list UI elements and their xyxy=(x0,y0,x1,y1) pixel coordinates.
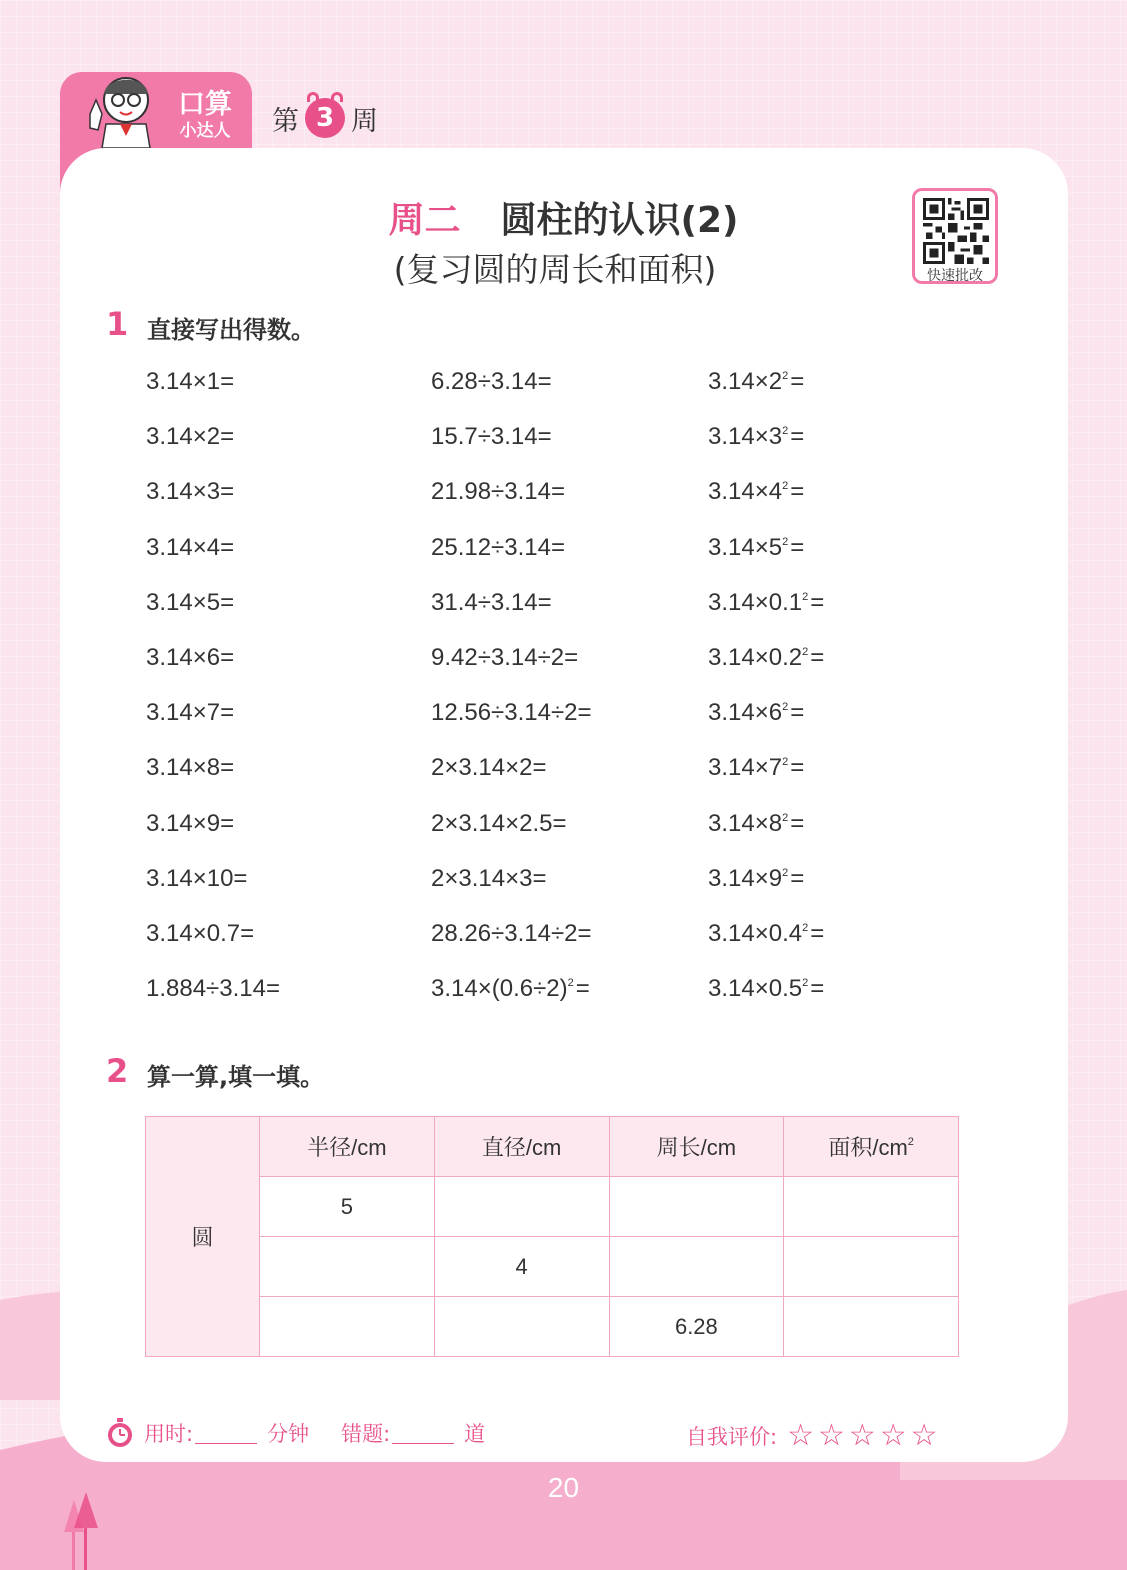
exercise-equals: = xyxy=(575,975,590,1003)
exercise-item[interactable] xyxy=(146,810,234,838)
exercise-equals: = xyxy=(790,423,805,451)
exercise-text: 3.14×8 xyxy=(708,809,783,837)
exercise-item[interactable] xyxy=(146,534,234,562)
brand-subtitle: 小达人 xyxy=(179,121,231,141)
exercise-text: 3.14×3 xyxy=(708,423,783,451)
circle-table xyxy=(145,1116,959,1357)
exercise-exponent: 2 xyxy=(802,646,809,658)
table-cell[interactable] xyxy=(434,1297,609,1357)
exercise-item[interactable] xyxy=(431,975,590,1003)
table-cell[interactable] xyxy=(784,1297,959,1357)
exercise-item[interactable] xyxy=(431,368,552,396)
exercise-text: 3.14×1= xyxy=(146,368,235,395)
exercise-item[interactable] xyxy=(708,534,804,562)
exercise-exponent: 2 xyxy=(782,701,789,714)
star-rating[interactable]: ☆☆☆☆☆ xyxy=(787,1418,942,1453)
mascot-icon xyxy=(76,70,168,148)
exercise-item[interactable] xyxy=(708,810,804,838)
exercise-item[interactable] xyxy=(708,644,824,672)
page-number: 20 xyxy=(547,1472,580,1503)
exercise-equals: = xyxy=(790,754,805,782)
table-row xyxy=(146,1297,959,1357)
table-row xyxy=(146,1237,959,1297)
exercise-item[interactable] xyxy=(146,865,247,893)
exercise-equals: = xyxy=(790,478,805,506)
exercise-text: 28.26÷3.14÷2= xyxy=(431,920,592,947)
exercise-item[interactable] xyxy=(708,920,824,948)
exercise-text: 3.14×4 xyxy=(708,478,783,506)
errors-unit: 道 xyxy=(464,1422,486,1446)
exercise-equals: = xyxy=(790,699,805,727)
table-cell[interactable]: 4 xyxy=(434,1237,609,1297)
week-number-badge xyxy=(305,98,345,138)
tree-icon xyxy=(56,1492,100,1570)
exercise-text: 3.14×0.7= xyxy=(146,920,255,947)
table-cell[interactable] xyxy=(260,1297,435,1357)
exercise-item[interactable] xyxy=(708,975,824,1003)
exercise-text: 3.14×0.1 xyxy=(708,588,803,616)
exercise-text: 3.14×2 xyxy=(708,368,783,395)
exercise-item[interactable] xyxy=(146,699,234,727)
section-2-title: 算一算,填一填。 xyxy=(147,1063,325,1091)
exercise-text: 3.14×2= xyxy=(146,423,235,451)
exercise-equals: = xyxy=(810,920,825,947)
exercise-item[interactable] xyxy=(431,478,565,506)
exercise-text: 3.14×6 xyxy=(708,699,783,727)
exercise-exponent: 2 xyxy=(782,535,789,548)
table-cell[interactable] xyxy=(784,1177,959,1237)
title-topic: 圆柱的认识(2) xyxy=(500,200,739,241)
exercise-item[interactable] xyxy=(146,423,234,451)
clock-ear-icon xyxy=(307,92,319,102)
header-area xyxy=(784,1117,959,1177)
exercise-text: 2×3.14×2= xyxy=(431,754,547,782)
exercise-text: 31.4÷3.14= xyxy=(431,588,552,616)
exercise-item[interactable] xyxy=(431,920,591,948)
exercise-item[interactable] xyxy=(431,699,591,727)
exercise-exponent: 2 xyxy=(802,590,809,603)
header-circumference: 周长/cm xyxy=(609,1117,784,1177)
exercise-exponent: 2 xyxy=(782,756,789,769)
exercise-text: 6.28÷3.14= xyxy=(431,368,552,395)
week-number: 3 xyxy=(315,103,335,133)
section-1-title: 直接写出得数。 xyxy=(147,316,315,344)
qr-code-icon[interactable] xyxy=(923,198,989,264)
exercise-text: 3.14×5= xyxy=(146,588,235,616)
exercise-equals: = xyxy=(810,588,825,616)
table-cell[interactable]: 6.28 xyxy=(609,1297,784,1357)
exercise-item[interactable] xyxy=(146,478,234,506)
exercise-text: 3.14×3= xyxy=(146,478,235,506)
exercise-text: 3.14×8= xyxy=(146,754,235,782)
exercise-item[interactable] xyxy=(708,589,824,617)
title-day: 周二 xyxy=(388,200,461,241)
table-cell[interactable] xyxy=(609,1177,784,1237)
week-suffix: 周 xyxy=(351,105,378,137)
section-2-number: 2 xyxy=(106,1052,129,1090)
exercise-text: 3.14×7 xyxy=(708,754,783,782)
exercise-exponent: 2 xyxy=(782,425,789,438)
exercise-exponent: 2 xyxy=(567,977,574,990)
self-evaluation xyxy=(686,1418,942,1453)
exercise-text: 3.14×0.5 xyxy=(708,975,803,1003)
qr-label: 快速批改 xyxy=(927,268,983,284)
exercise-text: 3.14×5 xyxy=(708,533,783,561)
errors-blank[interactable] xyxy=(392,1422,454,1444)
header-area-text: 面积/cm xyxy=(828,1135,908,1160)
exercise-text: 3.14×0.2 xyxy=(708,644,803,671)
exercise-item[interactable] xyxy=(708,368,804,396)
table-row xyxy=(146,1177,959,1237)
exercise-item[interactable] xyxy=(146,589,234,617)
exercise-equals: = xyxy=(810,644,825,671)
exercise-item[interactable] xyxy=(146,975,280,1003)
stopwatch-icon xyxy=(106,1418,134,1448)
time-tracker xyxy=(106,1418,485,1448)
exercise-text: 3.14×9 xyxy=(708,864,783,892)
header-area-sup: 2 xyxy=(907,1136,914,1148)
exercise-text: 1.884÷3.14= xyxy=(146,975,280,1003)
self-eval-label: 自我评价: xyxy=(686,1424,778,1449)
time-label: 用时: xyxy=(144,1422,194,1446)
exercise-item[interactable] xyxy=(146,920,254,948)
exercise-text: 3.14×0.4 xyxy=(708,920,803,947)
exercise-item[interactable] xyxy=(431,423,552,451)
exercise-item[interactable] xyxy=(146,754,234,782)
brand-title: 口算 xyxy=(178,89,232,120)
row-label-circle: 圆 xyxy=(146,1117,260,1357)
exercise-text: 21.98÷3.14= xyxy=(431,478,565,506)
table-cell[interactable] xyxy=(260,1237,435,1297)
exercise-equals: = xyxy=(790,809,805,837)
table-cell[interactable]: 5 xyxy=(260,1177,435,1237)
exercise-exponent: 2 xyxy=(782,370,789,382)
exercise-item[interactable] xyxy=(708,699,804,727)
time-unit: 分钟 xyxy=(267,1422,310,1446)
exercise-equals: = xyxy=(790,533,805,561)
header-radius: 半径/cm xyxy=(260,1117,435,1177)
exercise-item[interactable] xyxy=(431,865,546,893)
exercise-text: 3.14×6= xyxy=(146,644,235,671)
table-cell[interactable] xyxy=(609,1237,784,1297)
exercise-equals: = xyxy=(790,864,805,892)
exercise-exponent: 2 xyxy=(782,811,789,824)
exercise-exponent: 2 xyxy=(782,866,789,879)
table-cell[interactable] xyxy=(434,1177,609,1237)
exercise-item[interactable] xyxy=(431,754,546,782)
exercise-equals: = xyxy=(790,368,805,395)
table-cell[interactable] xyxy=(784,1237,959,1297)
exercise-item[interactable] xyxy=(708,423,804,451)
exercise-text: 2×3.14×2.5= xyxy=(431,809,567,837)
exercise-exponent: 2 xyxy=(782,480,789,493)
exercise-item[interactable] xyxy=(431,589,552,617)
exercise-item[interactable] xyxy=(431,534,565,562)
exercise-text: 3.14×9= xyxy=(146,809,235,837)
exercise-text: 9.42÷3.14÷2= xyxy=(431,644,579,671)
exercise-exponent: 2 xyxy=(802,977,809,990)
qr-code-panel[interactable] xyxy=(912,188,998,284)
exercise-item[interactable] xyxy=(146,368,234,396)
exercise-text: 3.14×4= xyxy=(146,533,235,561)
exercise-text: 3.14×(0.6÷2) xyxy=(431,975,568,1003)
errors-label: 错题: xyxy=(341,1422,391,1446)
exercise-item[interactable] xyxy=(146,644,234,672)
table-header-row xyxy=(146,1117,959,1177)
exercise-item[interactable] xyxy=(431,644,578,672)
exercise-text: 12.56÷3.14÷2= xyxy=(431,699,592,727)
exercise-item[interactable] xyxy=(708,754,804,782)
exercise-text: 3.14×7= xyxy=(146,699,235,727)
exercise-exponent: 2 xyxy=(802,922,809,934)
exercise-item[interactable] xyxy=(708,478,804,506)
section-1-number: 1 xyxy=(106,305,129,343)
exercise-text: 3.14×10= xyxy=(146,864,248,892)
exercise-equals: = xyxy=(810,975,825,1003)
exercise-text: 15.7÷3.14= xyxy=(431,423,552,451)
page-subtitle: (复习圆的周长和面积) xyxy=(393,250,717,289)
exercise-item[interactable] xyxy=(431,810,566,838)
clock-ear-icon xyxy=(331,92,343,102)
week-prefix: 第 xyxy=(272,105,299,137)
exercise-item[interactable] xyxy=(708,865,804,893)
header-diameter: 直径/cm xyxy=(434,1117,609,1177)
exercise-text: 25.12÷3.14= xyxy=(431,533,565,561)
exercise-text: 2×3.14×3= xyxy=(431,864,547,892)
week-indicator xyxy=(272,98,378,138)
time-blank[interactable] xyxy=(195,1422,257,1444)
